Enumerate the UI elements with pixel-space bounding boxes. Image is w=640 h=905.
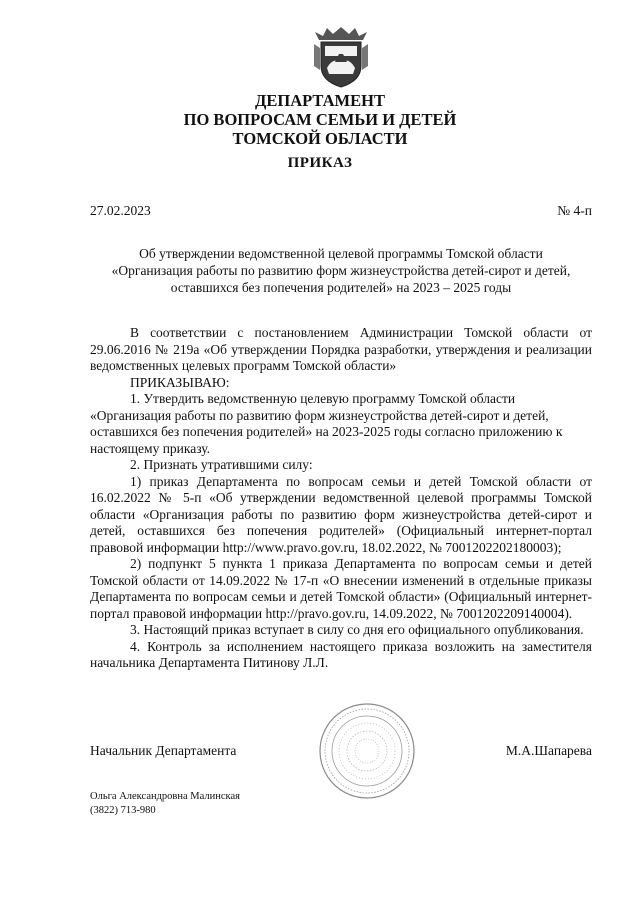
signatory-position: Начальник Департамента <box>90 743 237 758</box>
item-1-first-line: 1. Утвердить ведомственную целевую программу Томской области <box>130 391 516 406</box>
executor-phone: (3822) 713-980 <box>90 805 156 816</box>
item-2-2: 2) подпункт 5 пункта 1 приказа Департамента по вопросам семьи и детей Томской области от 14.09.2022 № 17-п «О внесении изменений в отдельные приказы Департамента по вопросам семьи и детей Томской области» (Официальный интернет-портал правовой информации http://pravo.gov.ru, 14.09.2022, № 7001202209140004). <box>90 556 592 621</box>
document-type: ПРИКАЗ <box>287 155 353 171</box>
item-2: 2. Признать утратившими силу: <box>130 457 313 472</box>
item-4: 4. Контроль за исполнением настоящего приказа возложить на заместителя начальника Департамента Питинову Л.Л. <box>90 638 592 670</box>
item-2-1: 1) приказ Департамента по вопросам семьи и детей Томской области от 16.02.2022 № 5-п «Об утверждении ведомственной целевой программы Томской области «Организация работы по развитию форм жизнеустройства детей-сирот и детей, оставшихся без попечения родителей» (Официальный интернет-портал правовой информации http://www.pravo.gov.ru, 18.02.2022, № 7001202202180003); <box>90 473 592 555</box>
item-3: 3. Настоящий приказ вступает в силу со дня его официального опубликования. <box>130 622 584 637</box>
order-body <box>90 325 592 672</box>
official-stamp-icon <box>318 702 416 800</box>
order-title-line3: оставшихся без попечения родителей» на 2023 – 2025 годы <box>170 280 512 295</box>
order-title-line2: «Организация работы по развитию форм жизнеустройства детей-сирот и детей, <box>111 263 571 278</box>
department-name-line2: ПО ВОПРОСАМ СЕМЬИ И ДЕТЕЙ <box>183 110 457 129</box>
coat-of-arms-icon <box>313 26 369 88</box>
executor-name: Ольга Александровна Малинская <box>90 791 240 802</box>
item-1-rest: «Организация работы по развитию форм жизнеустройства детей-сирот и детей, оставшихся без попечения родителей» на 2023-2025 годы согласно приложению к настоящему приказу. <box>90 407 563 456</box>
signatory-name: М.А.Шапарева <box>505 743 592 758</box>
order-title-line1: Об утверждении ведомственной целевой программы Томской области <box>139 246 543 261</box>
order-date: 27.02.2023 <box>90 203 151 218</box>
department-name-line1: ДЕПАРТАМЕНТ <box>255 91 385 110</box>
intro-paragraph: В соответствии с постановлением Администрации Томской области от 29.06.2016 № 219а «Об утверждении Порядка разработки, утверждения и реализации ведомственных целевых программ Томской области» <box>90 325 592 373</box>
order-number: № 4-п <box>557 203 592 218</box>
order-word: ПРИКАЗЫВАЮ: <box>130 374 230 390</box>
department-name-line3: ТОМСКОЙ ОБЛАСТИ <box>232 129 408 148</box>
